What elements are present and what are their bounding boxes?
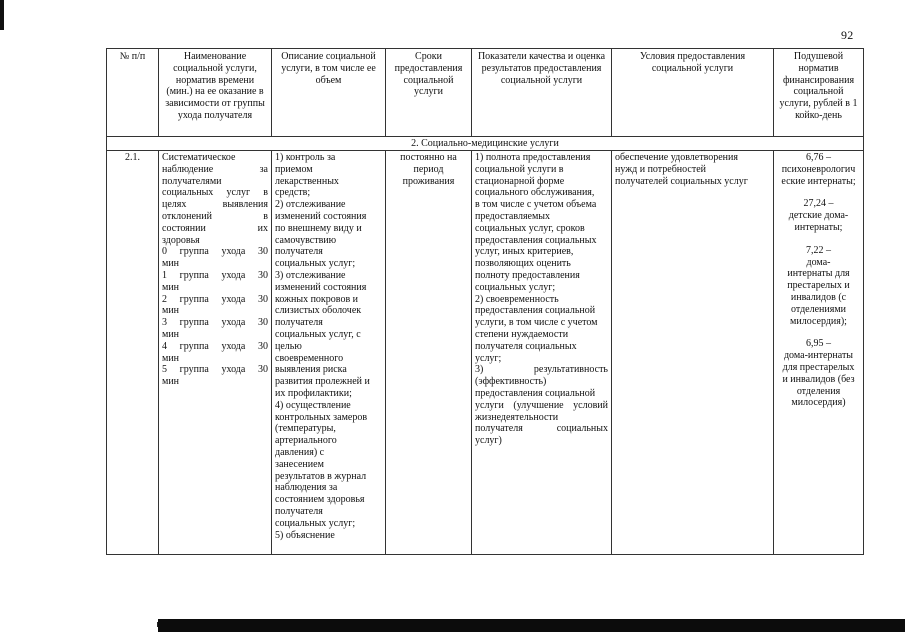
description-line: социальных услуг, с [275,328,361,340]
norm-line: дома-интернаты [783,350,854,362]
quality-line: социальной услуги в [475,163,564,175]
care-group-label: 0 группа ухода 30 [162,246,268,258]
description-line: лекарственных [275,175,339,187]
service-name-line: получателями [162,175,222,187]
quality-line: получателя социальных [475,423,608,435]
description-line: социальных услуг; [275,258,356,270]
norm-line: 6,76 – [806,152,831,163]
service-name-line: социальных услуг в [162,187,268,199]
conditions-line: обеспечение удовлетворения [615,152,738,163]
quality-line: предоставляемых [475,210,551,222]
quality-line: (эффективность) [475,376,547,388]
description-line: артериального [275,435,337,447]
norm-line: еские интернаты; [781,175,856,187]
description-line: давления) с [275,446,325,458]
norm-line: 27,24 – [803,198,834,210]
service-name-line: здоровья [162,234,200,246]
quality-cell [472,151,612,555]
care-group-unit: мин [162,258,180,270]
norm-spacer [777,234,860,245]
service-name-line: Систематическое наблюдение за [162,152,268,175]
terms-line: постоянно на [400,152,457,163]
description-line: выявления риска [275,364,347,376]
description-line: социальных услуг; [275,517,356,529]
header-number: № п/п [107,49,159,137]
terms-cell [386,151,472,555]
description-line: приемом [275,163,313,175]
description-line: контрольных замеров [275,411,368,423]
norm-line: инвалидов (с [790,291,847,303]
description-line: 1) контроль за [275,152,336,163]
quality-line: позволяющих оценить [475,258,571,270]
norm-line: отделениями [790,303,847,315]
care-group-label: 2 группа ухода 30 [162,293,268,305]
norm-line: милосердия) [791,397,846,409]
quality-line: услуг, иных критериев, [475,246,574,258]
service-name-line: целях выявления [162,199,268,211]
description-line: получателя [275,505,323,517]
quality-line: 2) своевременность [475,293,559,305]
description-line: 3) отслеживание [275,269,346,281]
quality-line: полноту предоставления [475,269,580,281]
header-conditions: Условия предоставления социальной услуги [612,49,774,137]
scan-bottom-edge [158,619,905,632]
service-name-cell [159,151,272,555]
description-line: средств; [275,187,311,199]
conditions-line: нужд и потребностей [615,163,707,175]
description-line: состоянием здоровья [275,494,365,506]
quality-line: степени нуждаемости [475,328,569,340]
quality-line: стационарной форме [475,175,565,187]
norm-line: детские дома- [788,210,849,222]
description-line: наблюдения за [275,482,338,494]
description-line: изменений состояния [275,281,367,293]
norm-line: интернаты для [787,268,850,280]
quality-line: предоставления социальной [475,305,596,317]
description-line: целью [275,340,302,352]
care-group-unit: мин [162,328,180,340]
header-service-name: Наименование социальной услуги, норматив времени (мин.) на ее оказание в зависимости от группы ухода получателя [159,49,272,137]
norm-line: и инвалидов (без [782,373,855,385]
care-group-unit: мин [162,352,180,364]
description-line: слизистых оболочек [275,305,362,317]
care-group-unit: мин [162,305,180,317]
description-line: получателя [275,317,323,329]
row-number: 2.1. [107,151,159,555]
header-quality: Показатели качества и оценка результатов предоставления социальной услуги [472,49,612,137]
norm-line: милосердия); [790,315,847,327]
norm-line: 6,95 – [806,338,831,350]
description-line: 2) отслеживание [275,199,346,211]
services-table [106,48,864,555]
description-cell [272,151,386,555]
conditions-cell [612,151,774,555]
terms-line: период [413,163,444,175]
norm-line: для престарелых [782,361,855,373]
description-line: по внешнему виду и [275,222,362,234]
page-number: 92 [841,28,854,42]
per-capita-norm-cell [774,151,864,555]
quality-line: предоставления социальных [475,234,597,246]
care-group-unit: мин [162,376,180,388]
quality-line: 1) полнота предоставления [475,152,591,163]
description-line: 4) осуществление [275,399,351,411]
norm-line: дома- [806,256,831,268]
header-description: Описание социальной услуги, в том числе ее объем [272,49,386,137]
quality-line: 3) результативность [475,364,608,376]
header-terms: Сроки предоставления социальной услуги [386,49,472,137]
quality-line: услуг) [475,435,502,447]
quality-line: социального обслуживания, [475,187,595,199]
care-group-label: 4 группа ухода 30 [162,340,268,352]
quality-line: услуги (улучшение условий [475,399,608,411]
description-line: кожных покровов и [275,293,359,305]
quality-line: жизнедеятельности [475,411,559,423]
norm-line: интернаты; [794,221,843,233]
care-group-label: 3 группа ухода 30 [162,317,268,329]
quality-line: в том числе с учетом объема [475,199,597,211]
table-header-row [107,49,864,137]
section-title: 2. Социально-медицинские услуги [107,137,864,151]
header-per-capita-norm: Подушевой норматив финансирования социальной услуги, рублей в 1 койко-день [774,49,864,137]
norm-line: отделения [796,385,841,397]
norm-spacer [777,187,860,198]
quality-line: получателя социальных [475,340,577,352]
service-name-line: отклонений в [162,210,268,222]
norm-line: психоневрологич [781,163,856,175]
care-group-label: 1 группа ухода 30 [162,269,268,281]
description-line: результатов в журнал [275,470,367,482]
conditions-line: получателей социальных услуг [615,175,748,187]
description-line: самочувствию [275,234,337,246]
description-line: получателя [275,246,323,258]
norm-line: 7,22 – [806,244,831,256]
care-group-unit: мин [162,281,180,293]
description-line: своевременного [275,352,344,364]
description-line: 5) объяснение [275,529,335,541]
table-row [107,151,864,555]
description-line: развития пролежней и [275,376,370,388]
terms-line: проживания [402,175,455,187]
description-line: их профилактики; [275,387,352,399]
norm-line: престарелых и [787,280,850,292]
quality-line: социальных услуг; [475,281,556,293]
description-line: изменений состояния [275,210,367,222]
quality-line: услуг; [475,352,502,364]
quality-line: социальных услуг, сроков [475,222,585,234]
service-name-line: состоянии их [162,222,268,234]
quality-line: предоставления социальной [475,387,596,399]
section-row [107,137,864,151]
quality-line: услуги, в том числе с учетом [475,317,598,329]
norm-spacer [777,327,860,338]
scan-edge-mark [0,0,4,30]
description-line: занесением [275,458,324,470]
description-line: (температуры, [275,423,336,435]
care-group-label: 5 группа ухода 30 [162,364,268,376]
